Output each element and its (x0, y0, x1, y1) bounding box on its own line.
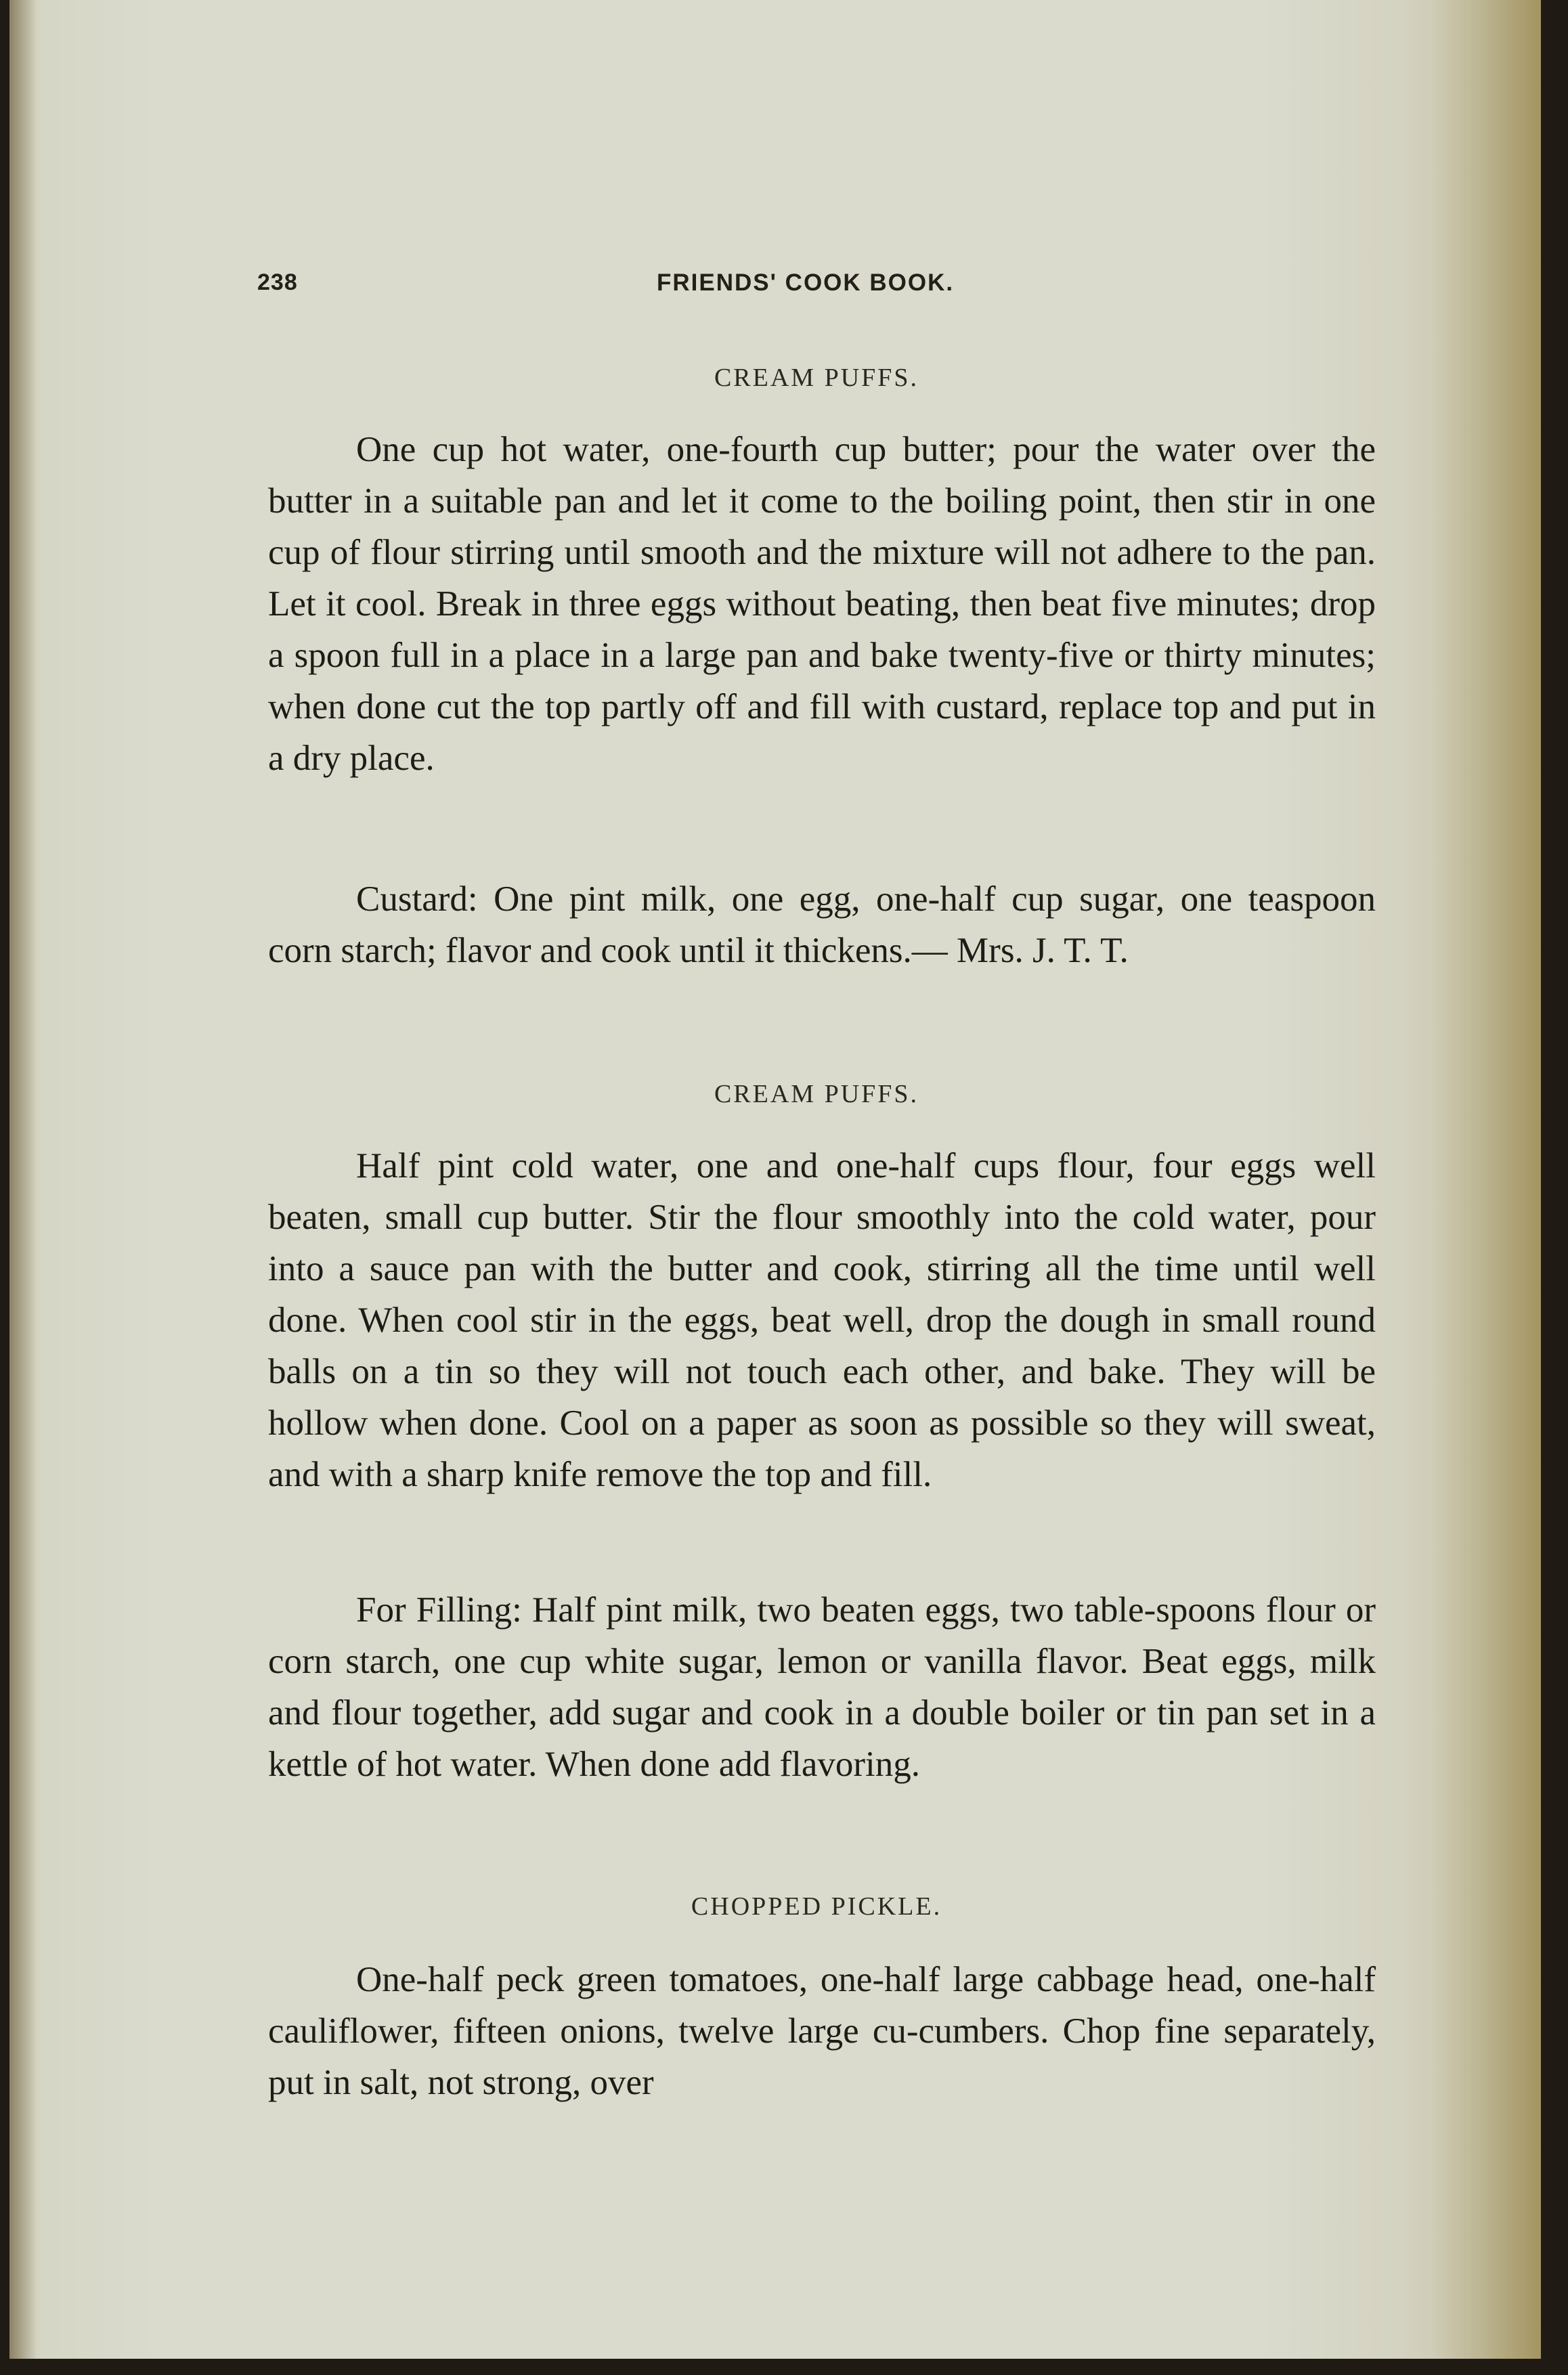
recipe-paragraph: One cup hot water, one-fourth cup butter; pour the water over the butter in a suitable pan and let it come to the boiling point, then stir in one cup of flour stirring until smooth and the mixture will not adhere to the pan. Let it cool. Break in three eggs without beating, then beat five minutes; drop a spoon full in a place in a large pan and bake twenty-five or thirty minutes; when done cut the top partly off and fill with custard, replace top and put in a dry place. (268, 430, 1376, 778)
book-title: FRIENDS' COOK BOOK. (657, 269, 955, 296)
page-edge-shadow (1433, 0, 1541, 2359)
filling-paragraph: For Filling: Half pint milk, two beaten eggs, two table-spoons flour or corn starch, one cup white sugar, lemon or vanilla flavor. Beat eggs, milk and flour together, add sugar and cook in a double boiler or tin pan set in a kettle of hot water. When done add flavoring. (268, 1590, 1376, 1784)
gutter-shadow (9, 0, 37, 2359)
running-head (257, 269, 1376, 303)
recipe-title-cream-puffs-1: CREAM PUFFS. (714, 364, 919, 392)
page-number: 238 (257, 269, 298, 295)
recipe-title-cream-puffs-2: CREAM PUFFS. (714, 1080, 919, 1108)
book-page (9, 0, 1541, 2359)
recipe-paragraph: Half pint cold water, one and one-half cups flour, four eggs well beaten, small cup butter. Stir the flour smoothly into the cold water, pour into a sauce pan with the butter and cook, stirring all the time until well done. When cool stir in the eggs, beat well, drop the dough in small round balls on a tin so they will not touch each other, and bake. They will be hollow when done. Cool on a paper as soon as possible so they will sweat, and with a sharp knife remove the top and fill. (268, 1146, 1376, 1494)
custard-paragraph: Custard: One pint milk, one egg, one-half cup sugar, one teaspoon corn starch; flavor and cook until it thickens.— Mrs. J. T. T. (268, 879, 1376, 970)
recipe-title-chopped-pickle: CHOPPED PICKLE. (691, 1892, 942, 1921)
recipe-paragraph: One-half peck green tomatoes, one-half large cabbage head, one-half cauliflower, fifteen onions, twelve large cu-cumbers. Chop fine separately, put in salt, not strong, over (268, 1960, 1376, 2102)
